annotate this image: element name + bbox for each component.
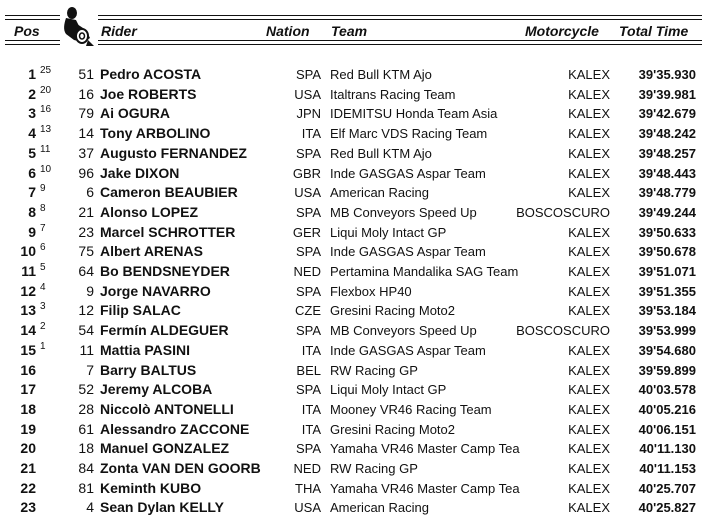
- total-time: 39'51.071: [638, 264, 696, 279]
- team: Elf Marc VDS Racing Team: [330, 126, 488, 142]
- col-header-rider: Rider: [101, 23, 137, 39]
- team: Yamaha VR46 Master Camp Tea: [330, 480, 520, 496]
- table-row: [0, 420, 707, 440]
- rider-number: 11: [79, 341, 94, 358]
- position: 6: [28, 164, 36, 181]
- header-rule-bottom-4: [97, 44, 702, 45]
- team: American Racing: [330, 500, 429, 516]
- rider-name: Albert ARENAS: [100, 243, 203, 260]
- motorcycle: KALEX: [568, 244, 610, 260]
- total-time: 39'35.930: [638, 67, 696, 82]
- table-row: [0, 242, 707, 262]
- motorcycle: KALEX: [568, 342, 610, 358]
- team: Pertamina Mandalika SAG Team: [330, 264, 519, 279]
- rider-number: 16: [78, 85, 94, 102]
- rider-name: Pedro ACOSTA: [100, 66, 202, 82]
- total-time: 40'06.151: [638, 421, 696, 437]
- rider-name: Sean Dylan KELLY: [100, 499, 224, 516]
- position: 9: [28, 223, 36, 240]
- points: 3: [40, 301, 46, 313]
- points: 20: [40, 84, 52, 96]
- position: 10: [20, 243, 36, 260]
- table-row: [0, 439, 707, 459]
- col-header-pos: Pos: [14, 23, 40, 39]
- points: 4: [40, 281, 46, 293]
- nation: SPA: [295, 323, 321, 339]
- motorcycle: KALEX: [568, 145, 610, 161]
- points: 7: [40, 222, 46, 234]
- points: 9: [40, 183, 46, 195]
- table-row: [0, 183, 707, 203]
- table-row: [0, 262, 707, 282]
- rider-name: Zonta VAN DEN GOORB: [100, 460, 261, 476]
- motorcycle: KALEX: [568, 264, 610, 279]
- nation: JPN: [296, 106, 321, 122]
- rider-number: 9: [86, 282, 94, 299]
- rider-name: Alonso LOPEZ: [100, 203, 198, 220]
- total-time: 39'48.443: [638, 165, 696, 181]
- nation: CZE: [295, 303, 321, 319]
- nation: BEL: [296, 362, 321, 378]
- position: 7: [28, 184, 36, 201]
- rider-number: 23: [78, 223, 94, 240]
- total-time: 39'50.633: [638, 224, 696, 240]
- nation: ITA: [301, 421, 321, 437]
- rider-name: Joe ROBERTS: [100, 85, 197, 102]
- position: 8: [28, 203, 36, 220]
- table-row: [0, 498, 707, 518]
- position: 5: [28, 144, 36, 161]
- motorcycle: KALEX: [568, 283, 610, 299]
- motorcycle: BOSCOSCURO: [516, 204, 610, 220]
- total-time: 39'39.981: [638, 86, 696, 102]
- total-time: 39'53.184: [638, 303, 696, 319]
- table-row: [0, 380, 707, 400]
- rider-name: Tony ARBOLINO: [100, 125, 211, 142]
- rider-number: 12: [78, 302, 94, 319]
- header-rule-bottom-3: [97, 40, 702, 41]
- motorcycle: KALEX: [568, 480, 610, 496]
- nation: SPA: [295, 382, 321, 398]
- position: 11: [21, 263, 36, 279]
- total-time: 40'05.216: [638, 401, 696, 417]
- position: 15: [20, 341, 36, 358]
- total-time: 39'42.679: [638, 106, 696, 122]
- team: Liqui Moly Intact GP: [330, 224, 447, 240]
- points: 2: [40, 321, 46, 333]
- motorcycle: KALEX: [568, 224, 610, 240]
- position: 17: [20, 381, 36, 398]
- nation: USA: [294, 500, 321, 516]
- team: Red Bull KTM Ajo: [330, 67, 432, 82]
- total-time: 39'50.678: [638, 244, 696, 260]
- position: 12: [20, 282, 36, 299]
- team: Inde GASGAS Aspar Team: [330, 342, 486, 358]
- rider-number: 54: [78, 322, 94, 339]
- rider-name: Jorge NAVARRO: [100, 282, 211, 299]
- nation: SPA: [295, 145, 321, 161]
- rider-number: 4: [86, 499, 94, 516]
- table-row: [0, 144, 707, 164]
- nation: USA: [294, 86, 321, 102]
- rider-name: Bo BENDSNEYDER: [100, 263, 230, 279]
- motorcycle: KALEX: [568, 126, 610, 142]
- team: Gresini Racing Moto2: [330, 303, 455, 319]
- table-row: [0, 341, 707, 361]
- total-time: 39'54.680: [638, 342, 696, 358]
- table-row: [0, 479, 707, 499]
- total-time: 39'48.779: [638, 185, 696, 201]
- header-rule-top-1: [5, 15, 63, 16]
- motorcycle: KALEX: [568, 461, 610, 476]
- total-time: 39'53.999: [638, 323, 696, 339]
- total-time: 40'25.827: [638, 500, 696, 516]
- nation: SPA: [295, 244, 321, 260]
- table-row: [0, 124, 707, 144]
- header-rule-bottom-2: [5, 44, 63, 45]
- rider-name: Jeremy ALCOBA: [100, 381, 213, 398]
- table-row: [0, 321, 707, 341]
- team: RW Racing GP: [330, 362, 418, 378]
- rider-name: Manuel GONZALEZ: [100, 440, 230, 457]
- team: Inde GASGAS Aspar Team: [330, 244, 486, 260]
- position: 19: [20, 420, 36, 437]
- nation: SPA: [295, 283, 321, 299]
- position: 21: [20, 460, 36, 476]
- rider-number: 7: [86, 361, 94, 378]
- motorcycle: KALEX: [568, 303, 610, 319]
- table-row: [0, 203, 707, 223]
- team: MB Conveyors Speed Up: [330, 204, 477, 220]
- rider-number: 96: [78, 164, 94, 181]
- rider-name: Barry BALTUS: [100, 361, 197, 378]
- points: 11: [40, 143, 51, 155]
- rider-number: 52: [78, 381, 94, 398]
- motorcycle: KALEX: [568, 165, 610, 181]
- motorcycle: KALEX: [568, 106, 610, 122]
- position: 1: [28, 66, 36, 82]
- team: IDEMITSU Honda Team Asia: [330, 106, 498, 122]
- table-row: [0, 65, 707, 85]
- rider-number: 75: [78, 243, 94, 260]
- motorcycle: KALEX: [568, 382, 610, 398]
- total-time: 39'49.244: [638, 204, 696, 220]
- team: Italtrans Racing Team: [330, 86, 456, 102]
- col-header-team: Team: [331, 23, 368, 39]
- position: 23: [20, 499, 36, 516]
- position: 4: [28, 125, 36, 142]
- table-row: [0, 104, 707, 124]
- nation: THA: [295, 480, 321, 496]
- motorcycle-rider-icon: [60, 6, 98, 46]
- total-time: 39'48.257: [638, 145, 696, 161]
- team: Yamaha VR46 Master Camp Tea: [330, 441, 520, 457]
- nation: SPA: [295, 441, 321, 457]
- rider-number: 81: [78, 479, 94, 496]
- position: 18: [20, 400, 36, 417]
- nation: GBR: [292, 165, 321, 181]
- team: Mooney VR46 Racing Team: [330, 401, 492, 417]
- rider-number: 64: [78, 263, 94, 279]
- table-row: [0, 459, 707, 479]
- nation: NED: [293, 461, 321, 476]
- rider-number: 84: [78, 460, 94, 476]
- total-time: 40'03.578: [638, 382, 696, 398]
- rider-number: 18: [78, 440, 94, 457]
- nation: ITA: [301, 401, 321, 417]
- header-rule-top-2: [5, 19, 63, 20]
- header-rule-top-4: [97, 19, 702, 20]
- header-rule-top-3: [97, 15, 702, 16]
- team: Gresini Racing Moto2: [330, 421, 455, 437]
- rider-number: 79: [78, 105, 94, 122]
- rider-name: Mattia PASINI: [100, 341, 190, 358]
- table-row: [0, 223, 707, 243]
- rider-number: 37: [78, 144, 94, 161]
- motorcycle: KALEX: [568, 421, 610, 437]
- total-time: 40'25.707: [638, 480, 696, 496]
- table-row: [0, 301, 707, 321]
- nation: USA: [294, 185, 321, 201]
- rider-name: Keminth KUBO: [100, 479, 202, 496]
- table-row: [0, 400, 707, 420]
- rider-number: 51: [78, 66, 94, 82]
- total-time: 40'11.153: [639, 461, 696, 476]
- motorcycle: BOSCOSCURO: [516, 323, 610, 339]
- motorcycle: KALEX: [568, 401, 610, 417]
- rider-name: Augusto FERNANDEZ: [100, 144, 247, 161]
- team: Red Bull KTM Ajo: [330, 145, 432, 161]
- table-row: [0, 85, 707, 105]
- rider-name: Alessandro ZACCONE: [100, 420, 250, 437]
- nation: GER: [292, 224, 321, 240]
- rider-name: Marcel SCHROTTER: [100, 223, 236, 240]
- rider-name: Filip SALAC: [100, 302, 181, 319]
- nation: NED: [293, 264, 321, 279]
- header-rule-bottom-1: [5, 40, 63, 41]
- total-time: 40'11.130: [639, 441, 696, 457]
- total-time: 39'48.242: [638, 126, 696, 142]
- rider-number: 21: [78, 203, 94, 220]
- table-row: [0, 282, 707, 302]
- position: 2: [28, 85, 36, 102]
- position: 14: [20, 322, 36, 339]
- nation: SPA: [295, 204, 321, 220]
- motorcycle: KALEX: [568, 86, 610, 102]
- position: 20: [20, 440, 36, 457]
- rider-number: 14: [78, 125, 94, 142]
- total-time: 39'59.899: [638, 362, 696, 378]
- position: 22: [20, 479, 36, 496]
- team: MB Conveyors Speed Up: [330, 323, 477, 339]
- position: 16: [20, 361, 36, 378]
- rider-name: Jake DIXON: [100, 164, 180, 181]
- points: 5: [40, 262, 46, 273]
- total-time: 39'51.355: [638, 283, 696, 299]
- col-header-total-time: Total Time: [619, 23, 689, 39]
- col-header-motorcycle: Motorcycle: [525, 23, 599, 39]
- table-row: [0, 361, 707, 381]
- motorcycle: KALEX: [568, 441, 610, 457]
- points: 8: [40, 202, 46, 214]
- points: 16: [40, 104, 52, 116]
- rider-number: 28: [78, 400, 94, 417]
- rider-number: 6: [86, 184, 94, 201]
- nation: ITA: [301, 126, 321, 142]
- results-header: [0, 0, 707, 50]
- team: RW Racing GP: [330, 461, 418, 476]
- motorcycle: KALEX: [568, 362, 610, 378]
- points: 10: [40, 163, 52, 175]
- rider-name: Ai OGURA: [100, 105, 170, 122]
- nation: SPA: [295, 67, 321, 82]
- motorcycle: KALEX: [568, 185, 610, 201]
- position: 3: [28, 105, 36, 122]
- rider-number: 61: [78, 420, 94, 437]
- team: American Racing: [330, 185, 429, 201]
- table-row: [0, 164, 707, 184]
- rider-name: Niccolò ANTONELLI: [100, 400, 234, 417]
- points: 1: [40, 340, 46, 352]
- team: Inde GASGAS Aspar Team: [330, 165, 486, 181]
- points: 25: [40, 65, 52, 76]
- points: 13: [40, 124, 52, 136]
- team: Liqui Moly Intact GP: [330, 382, 447, 398]
- rider-name: Fermín ALDEGUER: [100, 322, 229, 339]
- motorcycle: KALEX: [568, 67, 610, 82]
- position: 13: [20, 302, 36, 319]
- col-header-nation: Nation: [266, 23, 310, 39]
- points: 6: [40, 242, 46, 254]
- motorcycle: KALEX: [568, 500, 610, 516]
- team: Flexbox HP40: [330, 283, 412, 299]
- nation: ITA: [301, 342, 321, 358]
- rider-name: Cameron BEAUBIER: [100, 184, 238, 201]
